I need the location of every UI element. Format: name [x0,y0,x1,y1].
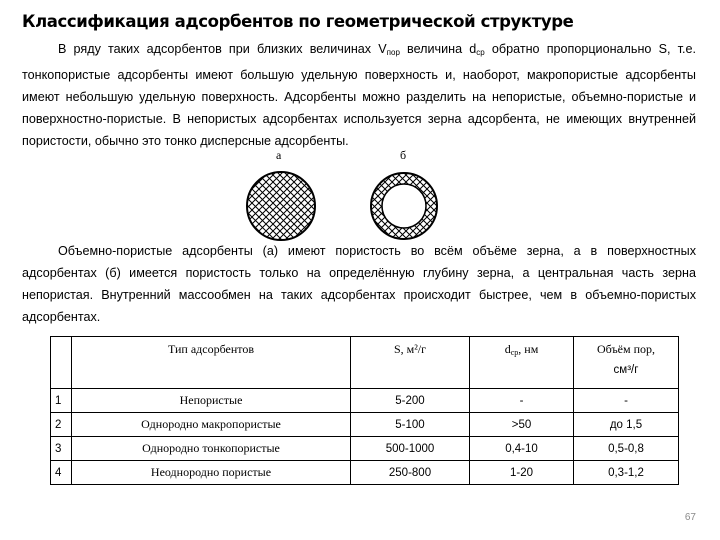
header-volume-line1: Объём пор, [596,342,656,356]
para1-text-2: величина d [399,42,477,56]
row-volume: 0,5-0,8 [574,437,679,461]
table-row [51,437,679,461]
row-num: 2 [51,413,72,437]
page-number: 67 [684,512,696,523]
row-type: Непористые [72,389,351,413]
row-type: Однородно макропористые [72,413,351,437]
header-s: S, м²/г [351,337,470,389]
header-d-unit: , нм [518,342,539,356]
row-s: 250-800 [351,461,470,485]
volume-porous-grain [247,172,315,240]
row-s: 500-1000 [351,437,470,461]
row-d: 0,4-10 [470,437,574,461]
header-type: Тип адсорбентов [72,337,351,389]
header-num [51,337,72,389]
header-d-subscript: ср [510,348,519,357]
row-type: Неоднородно пористые [72,461,351,485]
header-volume-line2: см³/г [613,364,639,376]
row-volume: 0,3-1,2 [574,461,679,485]
row-d: - [470,389,574,413]
header-d [470,337,574,389]
row-d: 1-20 [470,461,574,485]
row-s: 5-200 [351,389,470,413]
para1-text-1: В ряду таких адсорбентов при близких величинах V [58,42,387,56]
figure-label-a: а [276,148,282,162]
table-row [51,461,679,485]
row-s: 5-100 [351,413,470,437]
porosity-paragraph [22,240,696,328]
figure-label-b: б [400,148,407,162]
page-title: Классификация адсорбентов по геометрической структуре [22,12,574,31]
row-type: Однородно тонкопористые [72,437,351,461]
header-d-main: d [504,342,511,356]
row-volume: - [574,389,679,413]
surface-porous-grain [371,173,437,239]
d-avg-subscript: ср [476,48,485,57]
table-row [51,389,679,413]
row-num: 3 [51,437,72,461]
row-num: 4 [51,461,72,485]
table-header-row [51,337,679,389]
adsorbent-classification-table [50,336,679,485]
table-row [51,413,679,437]
row-num: 1 [51,389,72,413]
para1-text-3: обратно пропорционально S, т.е. тонкопористые адсорбенты имеют большую удельную поверхность и, наоборот, макропористые адсорбенты имеют небольшую удельную поверхность. Адсорбенты можно разделить на непористые, объемно-пористые и поверхностно-пористые. В непористых адсорбентах используется зерна адсорбента, не имеющих внутренней пористости, обычно это тонко дисперсные адсорбенты. [22,42,696,148]
header-volume [574,337,679,389]
row-volume: до 1,5 [574,413,679,437]
row-d: >50 [470,413,574,437]
para2-text: Объемно-пористые адсорбенты (а) имеют пористость во всём объёме зерна, а в поверхностных адсорбентах (б) имеется пористость только на определённую глубину зерна, а центральная часть зерна непористая. Внутренний массообмен на таких адсорбентах происходит быстрее, чем в объемно-пористых адсорбентах. [22,244,696,324]
v-pore-subscript: пор [386,48,400,57]
